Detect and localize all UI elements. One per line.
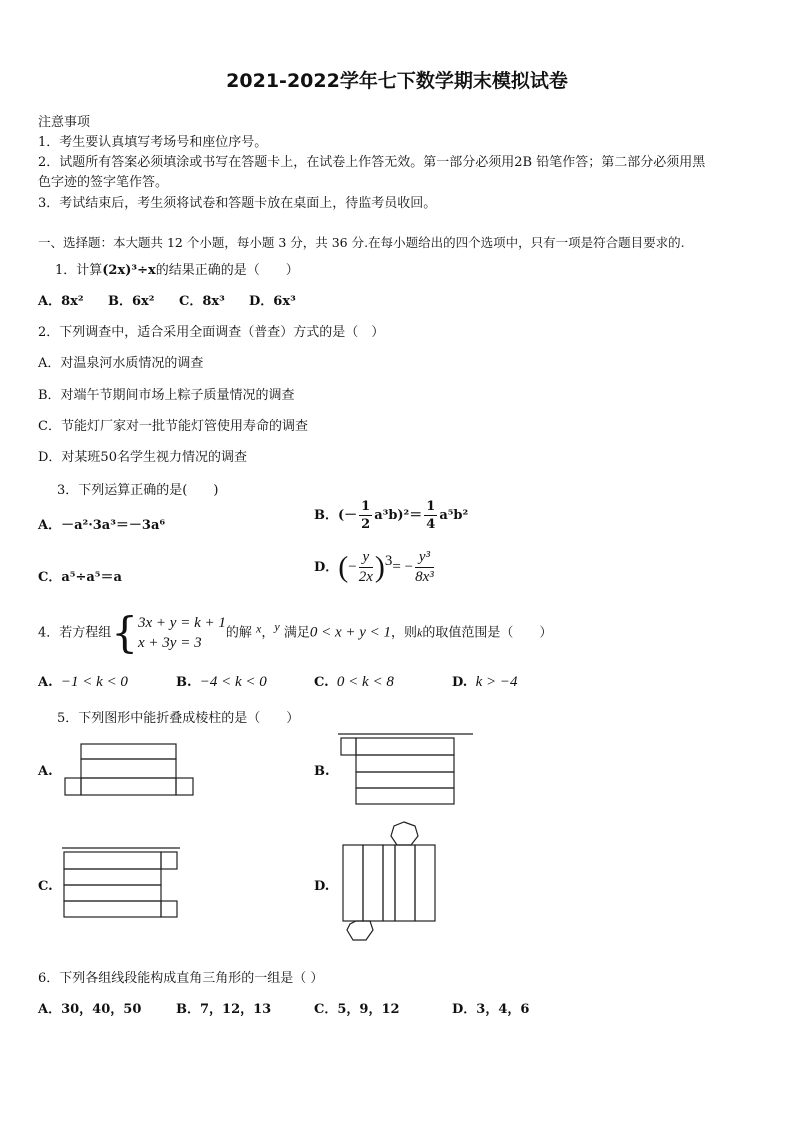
q1-option-c: C．8x³ (179, 294, 225, 309)
q5-label-b: B. (314, 764, 330, 779)
q4-mid2: 满足 (283, 625, 310, 641)
q4-a-label: A. (38, 675, 53, 690)
question-5-stem: 5．下列图形中能折叠成棱柱的是（ ） (57, 711, 300, 726)
q3-b-label: B． (314, 508, 338, 523)
net-figure-d (338, 820, 440, 948)
q3-d-eq: = − (392, 559, 414, 575)
q1-suffix: 的结果正确的是（ ） (155, 263, 299, 278)
q4-option-b (176, 674, 267, 691)
q4-c-label: C. (314, 675, 329, 690)
q4-suffix: 的取值范围是（ ） (422, 625, 553, 641)
q2-option-c: C．节能灯厂家对一批节能灯管使用寿命的调查 (38, 419, 308, 434)
q3-option-d: D．(− $\frac{y}{2x}$ )$^3$= − $\frac{\text{y³}}{\text{8x³}}$ (314, 549, 434, 585)
q3-b-pre: (－ (338, 508, 358, 523)
q4-eq2: x + 3y = 3 (138, 635, 202, 651)
q2-option-b: B．对端午节期间市场上粽子质量情况的调查 (38, 388, 295, 403)
q3-a-expr: －a²·3a³＝－3a⁶ (61, 518, 166, 533)
net-figure-a (60, 742, 200, 798)
notice-item: 3．考试结束后，考生须将试卷和答题卡放在桌面上，待监考员收回。 (38, 196, 437, 211)
q1-option-a: A．8x² (38, 294, 84, 309)
q6-option-c: C．5，9，12 (314, 1002, 400, 1017)
q5-label-a: A. (38, 764, 53, 779)
notice-item: 1．考生要认真填写考场号和座位序号。 (38, 135, 268, 150)
q1-option-b: B．6x² (108, 294, 155, 309)
q4-condition: 0 < x + y < 1 (309, 624, 392, 641)
q1-expr: (2x)³÷x (102, 263, 156, 278)
q1-option-d: D．6x³ (249, 294, 296, 309)
question-6-stem: 6．下列各组线段能构成直角三角形的一组是（ ） (38, 971, 324, 986)
section-heading: 一、选择题：本大题共 12 个小题，每小题 3 分，共 36 分.在每小题给出的四个选项中，只有一项是符合题目要求的. (38, 235, 685, 250)
q3-d-label: D． (314, 560, 339, 575)
q4-mid3: ，则 (391, 625, 418, 641)
page-title: 2021-2022学年七下数学期末模拟试卷 (226, 70, 568, 92)
net-figure-c (58, 846, 182, 918)
question-2-stem: 2．下列调查中，适合采用全面调查（普查）方式的是（ ） (38, 325, 385, 340)
q2-option-a: A．对温泉河水质情况的调查 (38, 356, 204, 371)
q6-option-a: A．30，40，50 (38, 1002, 142, 1017)
q3-b-den: 2 (361, 517, 371, 532)
q3-option-c (38, 566, 122, 585)
q5-label-d: D. (314, 879, 330, 894)
q3-d-num2: y³ (415, 550, 434, 568)
q3-d-den: 2x (358, 569, 373, 585)
q5-label-c: C. (38, 879, 53, 894)
q3-c-expr: a⁵÷a⁵＝a (61, 570, 122, 585)
q3-option-a (38, 514, 165, 533)
question-4-stem: 4．若方程组{ 3x + y = k + 1 x + 3y = 3 的解 x，y 满足0 < x + y < 1，则k的取值范围是（ ） (38, 608, 553, 657)
q3-b-mid: a³b)²＝ (374, 508, 423, 523)
q4-option-c (314, 674, 394, 691)
q4-d-label: D. (452, 675, 468, 690)
q4-option-a (38, 674, 128, 691)
q3-d-exp: 3 (384, 553, 393, 569)
q2-option-d: D．对某班50名学生视力情况的调查 (38, 450, 247, 465)
q4-option-d (452, 674, 518, 691)
q3-option-b (314, 500, 468, 531)
q4-eq1: 3x + y = k + 1 (138, 615, 226, 631)
question-3-stem: 3．下列运算正确的是( ) (57, 483, 219, 498)
net-figure-b (336, 733, 476, 805)
q4-b-expr: −4 < k < 0 (199, 674, 267, 690)
q6-option-b: B．7，12，13 (176, 1002, 272, 1017)
q1-prefix: 1．计算 (55, 263, 103, 278)
q6-option-d: D．3，4，6 (452, 1002, 530, 1017)
q3-b-post: a⁵b² (439, 508, 469, 523)
q3-b-num: 1 (361, 499, 371, 514)
q4-var-k: k (417, 625, 423, 640)
q3-b-num2: 1 (426, 499, 436, 514)
q4-d-expr: k > −4 (475, 674, 518, 690)
q4-mid1: 的解 (225, 625, 252, 641)
q4-c-expr: 0 < k < 8 (336, 674, 394, 690)
notice-heading: 注意事项 (38, 115, 91, 130)
q4-prefix: 4．若方程组 (38, 625, 112, 641)
q4-a-expr: −1 < k < 0 (60, 674, 128, 690)
notice-item: 色字迹的签字笔作答。 (38, 175, 169, 190)
q3-d-num: y (359, 550, 373, 568)
question-1-stem (55, 259, 299, 278)
q3-c-label: C． (38, 570, 62, 585)
q3-b-den2: 4 (426, 517, 436, 532)
q4-b-label: B. (176, 675, 192, 690)
q3-a-label: A． (38, 518, 62, 533)
notice-item: 2．试题所有答案必须填涂或书写在答题卡上，在试卷上作答无效。第一部分必须用2B 铅笔作答；第二部分必须用黑 (38, 155, 706, 170)
q4-var-y: y (274, 619, 280, 634)
q3-d-den2: 8x³ (415, 569, 434, 585)
q4-var-x: x (256, 621, 262, 636)
